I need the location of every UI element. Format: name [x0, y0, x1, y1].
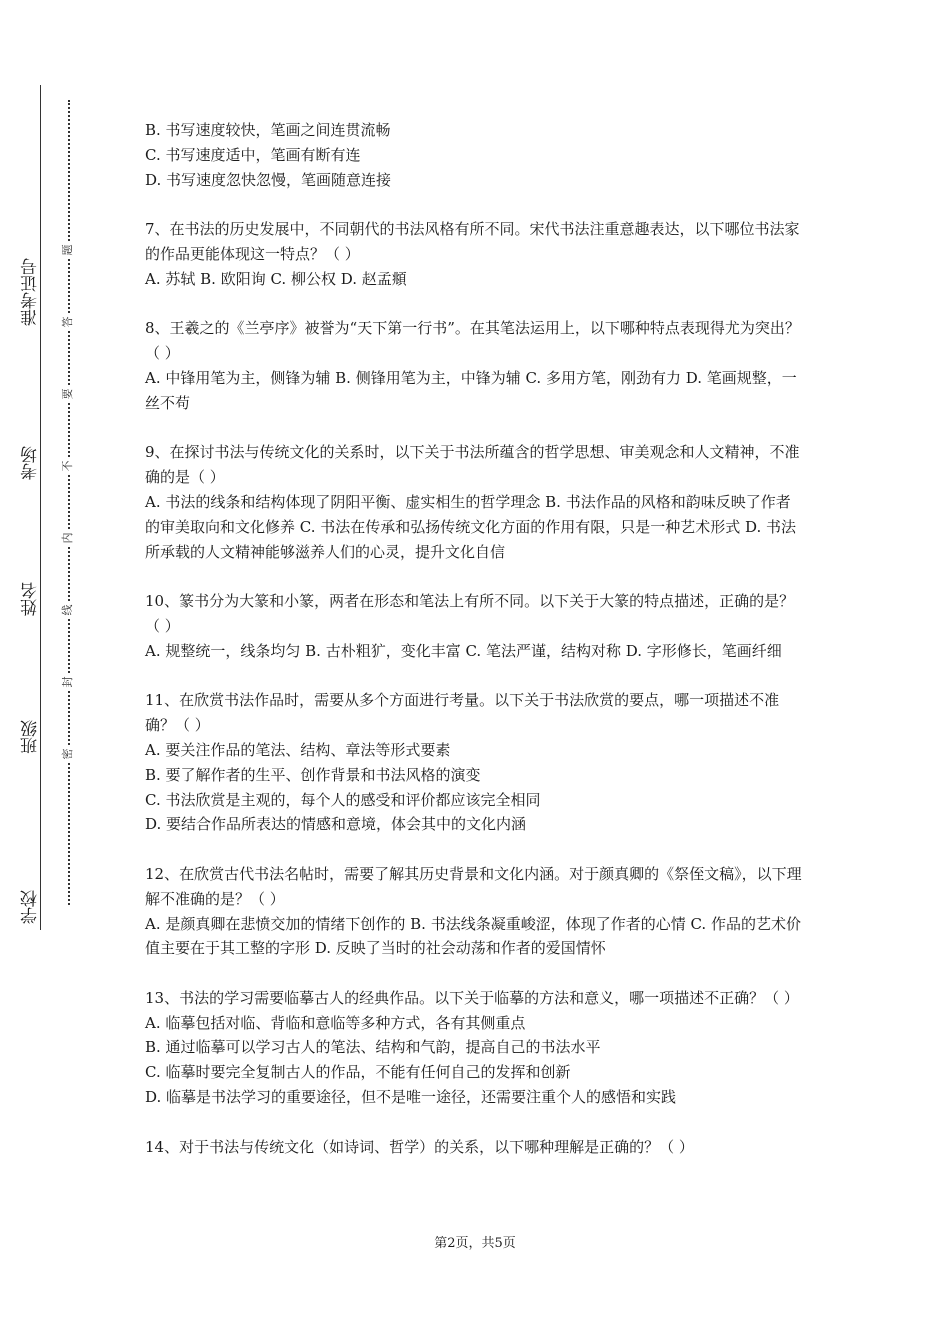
- question-stem: 11、在欣赏书法作品时，需要从多个方面进行考量。以下关于书法欣赏的要点，哪一项描述不准确？（ ）: [145, 691, 780, 735]
- question-stem: 8、王羲之的《兰亭序》被誉为“天下第一行书”。在其笔法运用上，以下哪种特点表现得尤为突出？（ ）: [145, 319, 800, 363]
- question-stem: 7、在书法的历史发展中，不同朝代的书法风格有所不同。宋代书法注重意趣表达，以下哪位书法家的作品更能体现这一特点？（ ）: [145, 220, 800, 263]
- option-line: A. 是颜真卿在悲愤交加的情绪下创作的 B. 书法线条凝重峻涩，体现了作者的心情 C. 作品的艺术价值主要在于其工整的字形 D. 反映了当时的社会动荡和作者的爱国情怀: [145, 914, 801, 958]
- question-stem: 14、对于书法与传统文化（如诗词、哲学）的关系，以下哪种理解是正确的？（ ）: [145, 1137, 694, 1156]
- question-11: [145, 688, 805, 837]
- option-line: A. 中锋用笔为主，侧锋为辅 B. 侧锋用笔为主，中锋为辅 C. 多用方笔，刚劲有力 D. 笔画规整，一丝不苟: [145, 368, 797, 412]
- question-12: [145, 862, 805, 961]
- option-line: C. 书写速度适中，笔画有断有连: [145, 145, 361, 164]
- option-line: A. 苏轼 B. 欧阳询 C. 柳公权 D. 赵孟頫: [145, 269, 407, 288]
- option-line: D. 临摹是书法学习的重要途径，但不是唯一途径，还需要注重个人的感悟和实践: [145, 1088, 677, 1107]
- option-line: D. 要结合作品所表达的情感和意境，体会其中的文化内涵: [145, 815, 527, 834]
- option-line: B. 要了解作者的生平、创作背景和书法风格的演变: [145, 765, 481, 784]
- school-label: 学校: [21, 890, 41, 924]
- question-7: [145, 217, 805, 291]
- seal-char-bu: 不: [62, 458, 74, 474]
- question-10: [145, 589, 805, 663]
- question-13: [145, 986, 805, 1110]
- exam-room-label: 考场: [21, 446, 41, 480]
- exam-id-label: 准考证号: [21, 258, 41, 326]
- option-line: C. 临摹时要完全复制古人的作品，不能有任何自己的发挥和创新: [145, 1063, 571, 1082]
- name-field: [22, 582, 42, 616]
- question-8: [145, 316, 805, 415]
- seal-char-yao: 要: [62, 386, 74, 402]
- seal-dotted-line: [68, 100, 70, 905]
- question-content: [145, 118, 805, 1159]
- seal-char-ti: 题: [62, 242, 74, 258]
- margin-solid-line: [40, 85, 41, 930]
- exam-room-field: [22, 446, 42, 480]
- page-footer: 第2页，共5页: [434, 1236, 516, 1251]
- option-line: A. 书法的线条和结构体现了阴阳平衡、虚实相生的哲学理念 B. 书法作品的风格和韵味反映了作者的审美取向和文化修养 C. 书法在传承和弘扬传统文化方面的作用有限，只是一种艺术形式 D. 书法所承载的人文精神能够滋养人们的心灵，提升文化自信: [145, 492, 797, 561]
- class-label: 班级: [21, 720, 41, 754]
- option-line: D. 书写速度忽快忽慢，笔画随意连接: [145, 170, 392, 189]
- question-stem: 10、篆书分为大篆和小篆，两者在形态和笔法上有所不同。以下关于大篆的特点描述，正确的是？（ ）: [145, 592, 795, 635]
- option-line: C. 书法欣赏是主观的，每个人的感受和评价都应该完全相同: [145, 790, 541, 809]
- question-14: [145, 1135, 805, 1160]
- seal-char-da: 答: [62, 314, 74, 330]
- exam-id-field: [22, 258, 42, 326]
- seal-char-nei: 内: [62, 530, 74, 546]
- class-field: [22, 720, 42, 754]
- question-stem: 12、在欣赏古代书法名帖时，需要了解其历史背景和文化内涵。对于颜真卿的《祭侄文稿》，以下理解不准确的是？（ ）: [145, 864, 802, 908]
- seal-char-xian: 线: [62, 602, 74, 618]
- question-stem: 13、书法的学习需要临摹古人的经典作品。以下关于临摹的方法和意义，哪一项描述不正确？（ ）: [145, 988, 799, 1007]
- seal-char-mi: 密: [62, 746, 74, 762]
- option-line: A. 临摹包括对临、背临和意临等多种方式，各有其侧重点: [145, 1013, 526, 1032]
- option-line: A. 要关注作品的笔法、结构、章法等形式要素: [145, 740, 451, 759]
- name-label: 姓名: [21, 582, 41, 616]
- seal-char-feng: 封: [62, 674, 74, 690]
- question-stem: 9、在探讨书法与传统文化的关系时，以下关于书法所蕴含的哲学思想、审美观念和人文精神，不准确的是（ ）: [145, 443, 800, 487]
- school-field: [22, 890, 42, 924]
- question-9: [145, 440, 805, 564]
- option-line: B. 书写速度较快，笔画之间连贯流畅: [145, 121, 391, 139]
- option-line: B. 通过临摹可以学习古人的笔法、结构和气韵，提高自己的书法水平: [145, 1038, 601, 1057]
- option-line: A. 规整统一，线条均匀 B. 古朴粗犷，变化丰富 C. 笔法严谨，结构对称 D. 字形修长，笔画纤细: [145, 641, 782, 660]
